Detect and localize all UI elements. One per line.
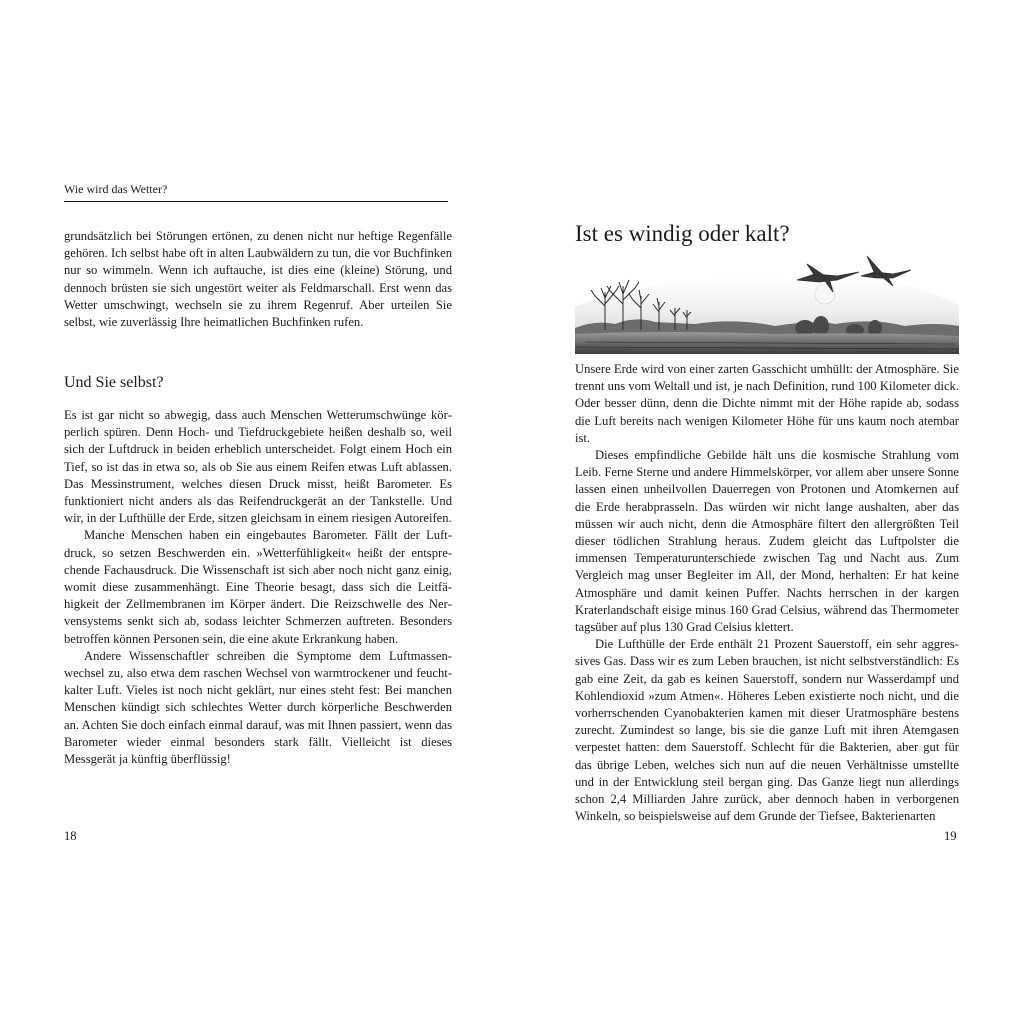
- page-number: 19: [944, 829, 957, 843]
- section-heading: Und Sie selbst?: [64, 374, 164, 391]
- intro-paragraph: grundsätzlich bei Störungen ertönen, zu denen nicht nur heftige Regenfälle gehören. Ich selbst habe oft in alten Laubwäldern zu tun, die vor Buchfinken nur so wimmeln. Wenn ich auftauche, ist dies eine (kleine) Störung, und dennoch brüsten sie sich ungestört weiter als Feldmarschall. Erst wenn das Wetter umschwingt, wechseln sie zu ihrem Regenruf. Aber urteilen Sie selbst, wie zuverlässig Ihre heimatlichen Buchfinken rufen.: [64, 229, 452, 330]
- chapter-text-block: [575, 361, 959, 825]
- intro-text-block: [64, 228, 452, 331]
- paragraph: Dieses empfindliche Gebilde hält uns die kosmische Strahlung vom Leib. Ferne Sterne und andere Himmelskörper, vor allem aber unsere Sonne lassen einen unheilvollen Dauerregen von Protonen und Atomkernen auf die Erde herabprasseln. Das würden wir nicht lange aushalten, aber das müssen wir auch nicht, denn die Atmosphäre filtert den allergrößten Teil dieser tödlichen Strahlung heraus. Zudem gleicht das Luftpolster die immensen Temperaturunterschiede zwischen Tag und Nacht aus. Zum Vergleich mag unser Begleiter im All, der Mond, herhalten: Er hat keine Atmosphäre und damit keinen Puffer. Nachts herrschen in der kargen Kraterlandschaft eisige minus 160 Grad Celsius, während das Thermometer tagsüber auf plus 130 Grad Celsius klettert.: [575, 448, 959, 635]
- section-text-block: [64, 407, 452, 768]
- paragraph: Unsere Erde wird von einer zarten Gasschicht umhüllt: der Atmosphäre. Sie trennt uns vom Weltall und ist, je nach Definition, rund 100 Kilometer dick. Oder besser dünn, denn die Dichte nimmt mit der Höhe rapide ab, sodass die Luft bereits nach wenigen Kilometer Höhe für uns kaum noch atembar ist.: [575, 362, 959, 445]
- page-number: 18: [64, 829, 77, 843]
- paragraph: Andere Wissenschaftler schreiben die Symptome dem Luftmassenwechsel zu, also etwa dem raschen Wechsel von warmtrockener und feuchtkalter Luft. Vieles ist noch nicht geklärt, nur eines steht fest: Bei manchen Menschen kündigt sich schlechtes Wetter durch körperliche Beschwerden an. Achten Sie doch einfach einmal darauf, was mit Ihnen passiert, wenn das Barometer wieder einmal besonders stark fällt. Vielleicht ist dieses Messgerät ja künftig überflüssig!: [64, 648, 452, 767]
- paragraph: Es ist gar nicht so abwegig, dass auch Menschen Wetterumschwünge körperlich spüren. Denn Hoch- und Tiefdruckgebiete heißen deshalb so, weil sich der Luftdruck in beiden erheblich unterscheidet. Folgt einem Hoch ein Tief, so ist das in etwa so, als ob Sie aus einem Reifen etwas Luft ablassen. Das Messinstrument, welches diesen Druck misst, heißt Barometer. Es funktioniert nicht anders als das Reifendruckgerät an der Tankstelle. Und wir, in der Lufthülle der Erde, sitzen gleichsam in einem riesigen Autoreifen.: [64, 408, 452, 526]
- paragraph: Die Lufthülle der Erde enthält 21 Prozent Sauerstoff, ein sehr aggressives Gas. Dass wir es zum Leben brauchen, ist nicht selbstverständlich: Es gab eine Zeit, da gab es keinen Sauerstoff, sondern nur Wasserdampf und Kohlendioxid »zum Atmen«. Höheres Leben existierte noch nicht, und die vorherrschenden Cyanobakterien kamen mit dieser Uratmosphäre bestens zurecht. Zumindest so lange, bis sie die ganze Luft mit ihren Atemgasen verpestet hatten: dem Sauerstoff. Schlecht für die Bakterien, aber gut für das übrige Leben, welches sich nun auf die neuen Verhältnisse umstellte und in der Entwicklung steil bergan ging. Das Ganze liegt nun allerdings schon 2,4 Milliarden Jahre zurück, aber dennoch haben in verborgenen Winkeln, so beispielsweise auf dem Grunde der Tiefsee, Bakterienarten: [575, 637, 959, 824]
- paragraph: Manche Menschen haben ein eingebautes Barometer. Fällt der Luftdruck, so setzen Beschwerden ein. »Wetterfühligkeit« heißt der entsprechende Fachausdruck. Die Wissenschaft ist sich aber noch nicht ganz einig, womit diese zusammenhängt. Eine Theorie besagt, dass sich die Leitfähigkeit der Zellmembranen im Körper ändert. Die Reizschwelle des Nervensystems senkt sich ab, sodass leichter Schmerzen auftreten. Besonders betroffen können Personen sein, die eine akute Erkrankung haben.: [64, 528, 452, 646]
- landscape-cranes-illustration: [575, 246, 959, 354]
- running-head-rule: [64, 201, 448, 202]
- running-head: Wie wird das Wetter?: [64, 182, 168, 196]
- chapter-heading: Ist es windig oder kalt?: [575, 221, 790, 246]
